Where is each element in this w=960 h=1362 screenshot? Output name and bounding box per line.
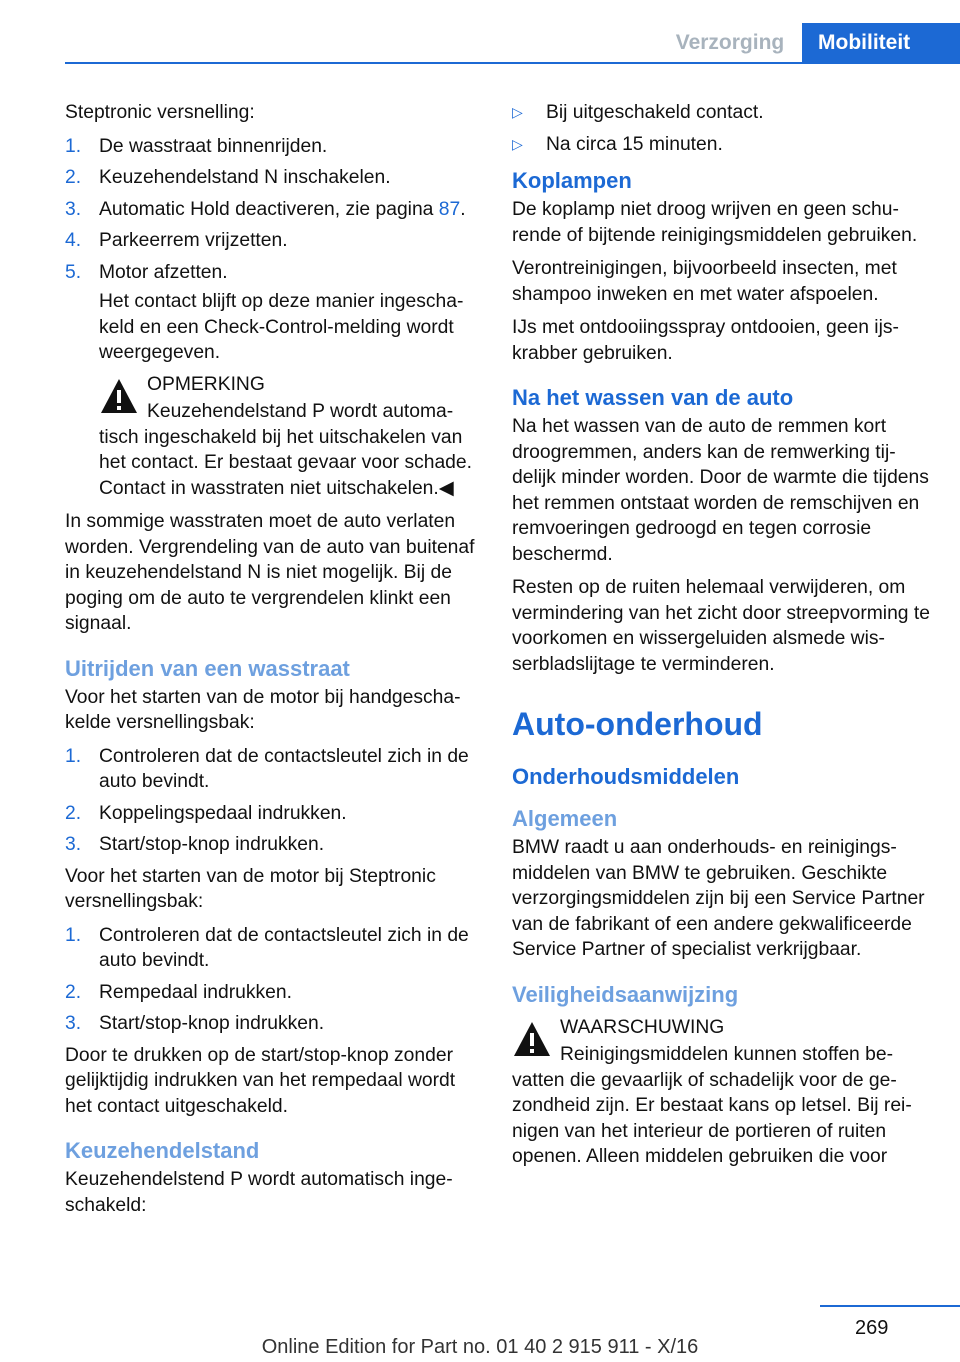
paragraph: Verontreinigingen, bijvoorbeeld insecten, met shampoo inweken en met water afspoelen. [512, 258, 897, 305]
list-item [65, 744, 477, 795]
tab-mobiliteit-label: Mobiliteit [818, 31, 911, 54]
list-number: 1. [65, 745, 82, 767]
intro-text: Steptronic versnelling: [65, 102, 255, 123]
paragraph: BMW raadt u aan onderhouds- en reinigingsmiddelen van BMW te gebruiken. Geschikte verzorgingsmiddelen zijn bij een Service Partner van de fabrikant of een andere gekwalificeerde Service Partner of specialist verkrijgbaar. [512, 837, 925, 960]
list-item [65, 923, 477, 974]
list-text: Keuzehendelstand N inschakelen. [99, 167, 391, 188]
list-item [512, 100, 932, 126]
list-text: Na circa 15 minuten. [546, 133, 723, 155]
list-number: 2. [65, 802, 82, 824]
heading-safety: Veiligheidsaanwijzing [512, 981, 739, 1007]
triangle-bullet-icon: ▷ [512, 104, 523, 120]
warning-triangle-icon [512, 1019, 552, 1059]
list-text: Start/stop-knop indrukken. [99, 834, 325, 855]
list-text: Motor afzetten. [99, 261, 228, 283]
warning-text: Reinigingsmiddelen kunnen stoffen bevatten die gevaarlijk of schadelijk voor de gezondheid zijn. Er bestaat kans op letsel. Bij reinigen van het interieur de portieren of ruiten openen. Alleen middelen gebruiken die voor [512, 1044, 912, 1167]
list-item [65, 260, 477, 366]
list-item [65, 134, 477, 160]
list-text: Koppelingspedaal indrukken. [99, 802, 347, 824]
paragraph: Voor het starten van de motor bij Steptronic versnellingsbak: [65, 865, 436, 912]
list-number: 3. [65, 198, 82, 220]
bullet-list [512, 100, 932, 157]
tab-mobiliteit[interactable] [802, 23, 960, 62]
list-item [65, 832, 477, 858]
heading-general: Algemeen [512, 806, 618, 831]
list-number: 2. [65, 981, 82, 1003]
list-text: Controleren dat de contactsleutel zich in de auto bevindt. [99, 745, 469, 792]
page-number: 269 [855, 1317, 889, 1339]
paragraph: Na het wassen van de auto de remmen kort droogremmen, anders kan de remwerking tijdelijk minder worden. Door de warmte die tijdens het remmen ontstaat worden de remschijven en remvoeringen gedroogd en tegen corrosie beschermd. [512, 416, 929, 565]
list-number: 1. [65, 135, 82, 157]
header-bar [65, 0, 960, 64]
paragraph: Resten op de ruiten helemaal verwijderen, om vermindering van het zicht door streepvorming te voorkomen en wissergeluiden alsmede wisserbladslijtage te verminderen. [512, 577, 930, 675]
list-item [65, 1011, 477, 1037]
warning-triangle-icon [99, 376, 139, 416]
paragraph: Door te drukken op de start/stop-knop zonder gelijktijdig indrukken van het rempedaal wordt het contact uitgeschakeld. [65, 1044, 456, 1117]
heading-lamps: Koplampen [512, 168, 632, 193]
warning-heading: WAARSCHUWING [560, 1016, 725, 1038]
list-number: 3. [65, 1013, 82, 1034]
paragraph: In sommige wasstraten moet de auto verlaten worden. Vergrendeling van de auto van buitenaf in keuzehendelstand N is niet mogelijk. Bij de poging om de auto te vergrendelen klinkt een signaal. [65, 511, 475, 634]
heading-lever: Keuzehendelstand [65, 1138, 260, 1163]
paragraph: De koplamp niet droog wrijven en geen schurende of bijtende reinigingsmiddelen gebruiken. [512, 199, 918, 246]
list-text: Bij uitgeschakeld contact. [546, 102, 764, 123]
warning-box [512, 1015, 932, 1170]
left-column [65, 100, 477, 1226]
list-item [65, 801, 477, 827]
list-subtext: Het contact blijft op deze manier ingeschakeld en een Check-Control-melding wordt weergegeven. [99, 291, 464, 363]
paragraph: IJs met ontdooiingsspray ontdooien, geen ijskrabber gebruiken. [512, 317, 899, 364]
note-box [99, 372, 477, 502]
list-number: 4. [65, 230, 82, 251]
heading-exit: Uitrijden van een wasstraat [65, 655, 350, 681]
footer-text: Online Edition for Part no. 01 40 2 915 911 - X/16 [261, 1336, 699, 1358]
list-item [512, 132, 932, 158]
list-number: 1. [65, 924, 82, 946]
list-number: 5. [65, 261, 82, 283]
list-text: Start/stop-knop indrukken. [99, 1013, 325, 1034]
list-text: Rempedaal indrukken. [99, 981, 292, 1003]
tab-verzorging[interactable]: Verzorging [675, 31, 785, 54]
list-item [65, 197, 477, 223]
note-heading: OPMERKING [147, 373, 265, 395]
list-text: Parkeerrem vrijzetten. [99, 230, 288, 251]
list-item [65, 165, 477, 191]
list-text: Controleren dat de contactsleutel zich in de auto bevindt. [99, 924, 469, 971]
triangle-bullet-icon: ▷ [512, 135, 523, 152]
list-number: 3. [65, 834, 82, 855]
steps-steptronic-list [65, 923, 477, 1037]
heading-care-products: Onderhoudsmiddelen [512, 764, 740, 789]
list-text-end: . [460, 198, 466, 220]
note-text: Keuzehendelstand P wordt automatisch ingeschakeld bij het uitschakelen van het contact. Er bestaat gevaar voor schade. Contact in wasstraten niet uitschakelen.◀ [99, 401, 472, 499]
list-text: Automatic Hold deactiveren, zie pagina [99, 198, 439, 220]
heading-after-wash: Na het wassen van de auto [512, 385, 794, 410]
page-link[interactable]: 87 [438, 198, 461, 220]
paragraph: Voor het starten van de motor bij handgeschakelde versnellingsbak: [65, 686, 461, 733]
list-number: 2. [65, 167, 82, 188]
list-text: De wasstraat binnenrijden. [99, 135, 328, 157]
paragraph: Keuzehendelstend P wordt automatisch ingeschakeld: [65, 1169, 453, 1216]
right-column [512, 100, 932, 1178]
list-item [65, 980, 477, 1006]
list-item [65, 228, 477, 254]
steps-manual-list [65, 744, 477, 858]
footer-rule [820, 1305, 960, 1307]
steps-wash-list [65, 134, 477, 366]
heading-car-care: Auto-onderhoud [512, 706, 763, 742]
